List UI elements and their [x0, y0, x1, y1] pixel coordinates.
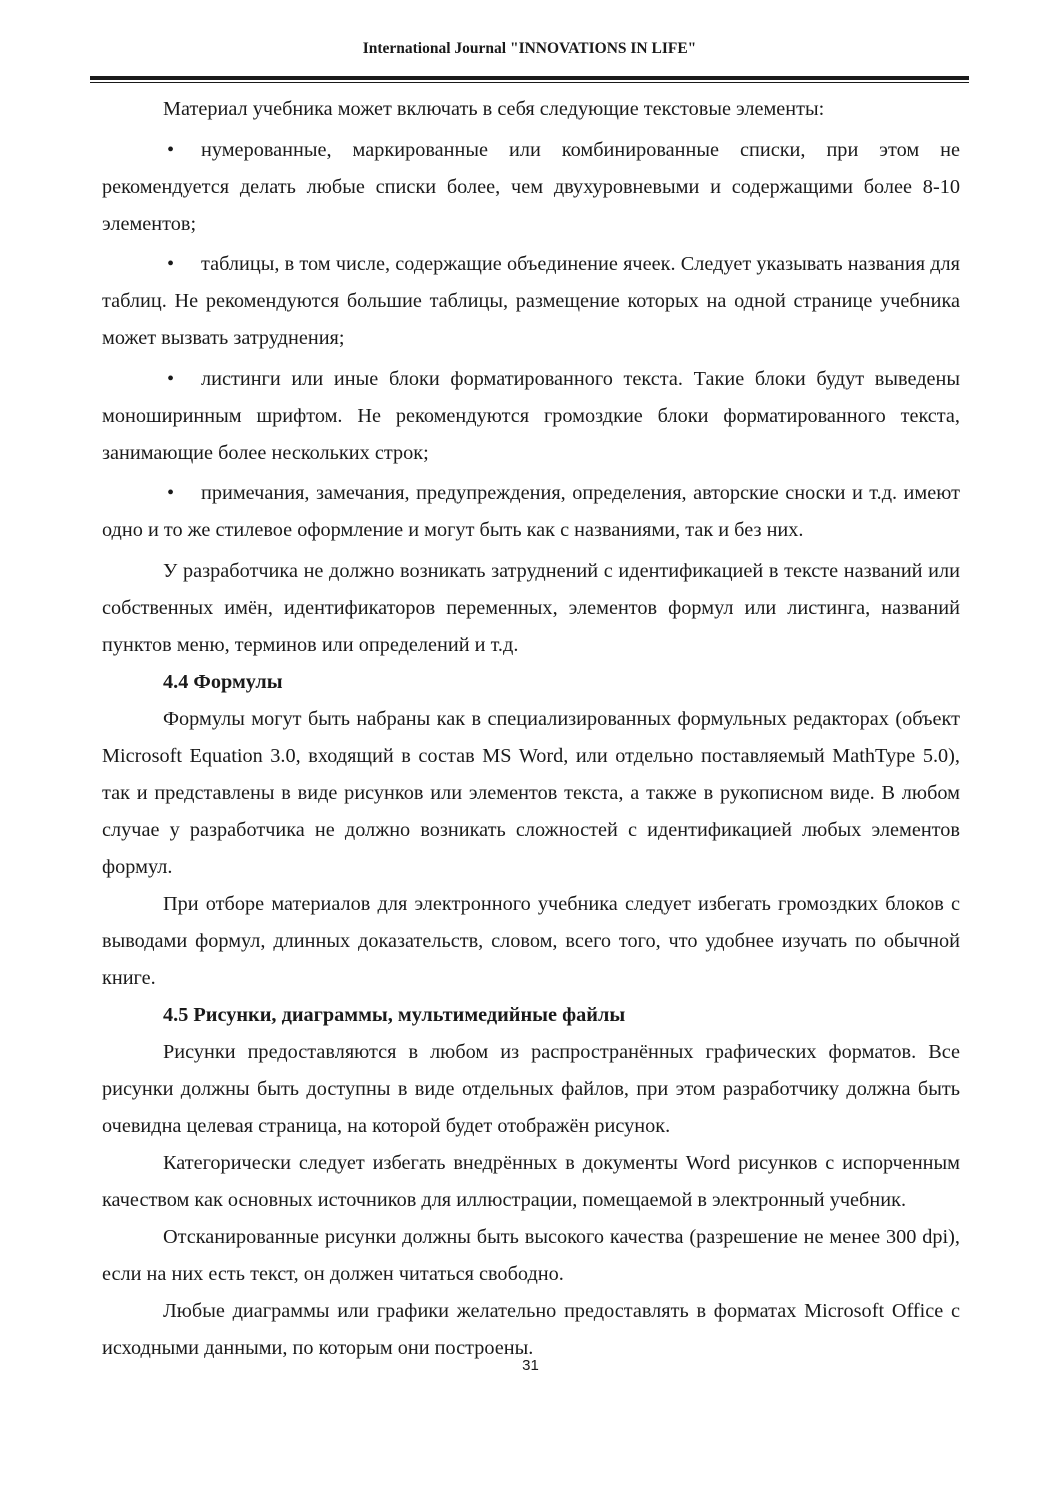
- formulas-paragraph-1: Формулы могут быть набраны как в специализированных формульных редакторах (объект Microsoft Equation 3.0, входящий в состав MS Word, или отдельно поставляемый MathType 5.0), так и представлены в виде рисунков или элементов текста, а также в рукописном виде. В любом случае у разработчика не должно возникать сложностей с идентификацией любых элементов формул.: [102, 707, 960, 878]
- page-number: 31: [522, 1357, 539, 1374]
- formulas-paragraph-2: При отборе материалов для электронного учебника следует избегать громоздких блоков с выводами формул, длинных доказательств, словом, всего того, что удобнее изучать по обычной книге.: [102, 892, 960, 989]
- header-rule: [90, 76, 969, 83]
- bullet-icon: •: [167, 367, 175, 390]
- bullet-icon: •: [167, 138, 175, 161]
- bullet-icon: •: [167, 253, 175, 275]
- section-heading-figures: 4.5 Рисунки, диаграммы, мультимедийные файлы: [163, 1003, 626, 1026]
- list-item: [102, 132, 960, 243]
- figures-paragraph-1: Рисунки предоставляются в любом из распространённых графических форматов. Все рисунки должны быть доступны в виде отдельных файлов, при этом разработчику должна быть очевидна целевая страница, на которой будет отображён рисунок.: [102, 1040, 960, 1137]
- page-content: [102, 91, 960, 1367]
- list-item-text: таблицы, в том числе, содержащие объединение ячеек. Следует указывать названия для таблиц. Не рекомендуются большие таблицы, размещение которых на одной странице учебника может вызвать затруднения;: [102, 253, 960, 349]
- figures-paragraph-2: Категорически следует избегать внедрённых в документы Word рисунков с испорченным качеством как основных источников для иллюстрации, помещаемой в электронный учебник.: [102, 1151, 960, 1211]
- running-header: International Journal "INNOVATIONS IN LIFE": [362, 40, 697, 57]
- developer-paragraph: У разработчика не должно возникать затруднений с идентификацией в тексте названий или собственных имён, идентификаторов переменных, элементов формул или листинга, названий пунктов меню, терминов или определений и т.д.: [102, 559, 960, 656]
- intro-paragraph: Материал учебника может включать в себя следующие текстовые элементы:: [163, 98, 825, 120]
- list-item-text: примечания, замечания, предупреждения, определения, авторские сноски и т.д. имеют одно и то же стилевое оформление и могут быть как с названиями, так и без них.: [102, 482, 960, 541]
- bullet-icon: •: [167, 482, 175, 504]
- list-item: [102, 246, 960, 357]
- section-heading-formulas: 4.4 Формулы: [163, 670, 283, 693]
- header-rule-thick: [90, 76, 969, 80]
- list-item: [102, 475, 960, 549]
- figures-paragraph-3: Отсканированные рисунки должны быть высокого качества (разрешение не менее 300 dpi), если на них есть текст, он должен читаться свободно.: [102, 1225, 960, 1285]
- list-item-text: нумерованные, маркированные или комбинированные списки, при этом не рекомендуется делать любые списки более, чем двухуровневыми и содержащими более 8-10 элементов;: [102, 138, 960, 235]
- header-rule-thin: [90, 82, 969, 83]
- list-item: [102, 361, 960, 472]
- list-item-text: листинги или иные блоки форматированного текста. Такие блоки будут выведены моноширинным шрифтом. Не рекомендуются громоздкие блоки форматированного текста, занимающие более нескольких строк;: [102, 367, 960, 464]
- figures-paragraph-4: Любые диаграммы или графики желательно предоставлять в форматах Microsoft Office с исходными данными, по которым они построены.: [102, 1299, 960, 1359]
